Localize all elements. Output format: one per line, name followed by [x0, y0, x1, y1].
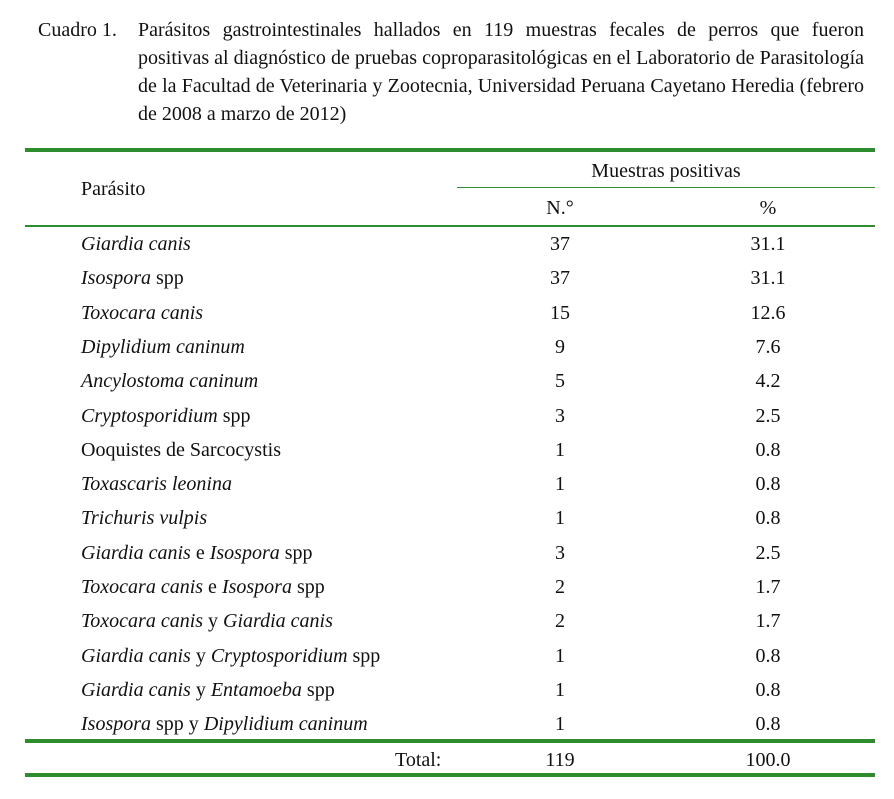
parasite-name-segment: Toxascaris leonina [81, 473, 232, 496]
positive-count: 1 [555, 644, 565, 667]
positive-percent: 0.8 [755, 473, 781, 496]
header-group-rule [457, 187, 875, 188]
parasite-name-segment: Ancylostoma caninum [81, 370, 259, 393]
table-row [0, 467, 894, 501]
table-row [0, 501, 894, 535]
table-caption [38, 16, 864, 128]
parasite-name-segment: Giardia canis [81, 678, 191, 701]
parasite-name-segment: y [203, 610, 224, 633]
parasite-name-segment: Trichuris vulpis [81, 507, 208, 530]
positive-percent: 4.2 [755, 370, 781, 393]
parasite-name-segment: Ooquistes de Sarcocystis [81, 438, 281, 461]
table-row [0, 673, 894, 707]
table-row [0, 261, 894, 295]
parasite-name-segment: Giardia canis [81, 644, 191, 667]
parasite-name [81, 608, 333, 634]
positive-percent: 1.7 [755, 576, 781, 598]
parasite-name-segment: spp [279, 541, 313, 564]
parasite-name-segment: y [190, 644, 211, 667]
positive-count: 5 [555, 370, 565, 393]
positive-count: 3 [555, 404, 565, 427]
table-row [0, 364, 894, 398]
header-count: N.° [546, 197, 574, 219]
parasite-name-segment: Toxocara canis [81, 301, 204, 324]
parasite-name-segment: Dipylidium caninum [81, 335, 245, 358]
positive-percent: 0.8 [755, 507, 781, 530]
table-row [0, 399, 894, 433]
parasite-name-segment: y [190, 678, 211, 701]
parasite-name [81, 368, 258, 394]
positive-count: 1 [555, 713, 565, 736]
positive-percent: 2.5 [755, 541, 781, 564]
positive-percent: 0.8 [755, 713, 781, 736]
positive-count: 1 [555, 678, 565, 701]
parasite-name-segment: Entamoeba [210, 678, 302, 701]
positive-count: 37 [550, 267, 570, 290]
table-top-rule [25, 148, 875, 152]
parasite-name-segment: Cryptosporidium [210, 644, 348, 667]
parasite-name-segment: Isospora [221, 576, 292, 598]
positive-count: 1 [555, 507, 565, 530]
table-row [0, 536, 894, 570]
caption-text: Parásitos gastrointestinales hallados en 119 muestras fecales de perros que fueron positivas al diagnóstico de pruebas coproparasitológicas en el Laboratorio de Parasitología de la Facultad de Veterinaria y Zootecnia, Universidad Peruana Cayetano Heredia (febrero de 2008 a marzo de 2012) [138, 19, 864, 125]
parasite-name-segment: Cryptosporidium [81, 404, 218, 427]
parasite-name-segment: e [203, 576, 222, 598]
table-bottom-rule [25, 773, 875, 777]
parasite-name-segment: Isospora [209, 541, 280, 564]
positive-percent: 12.6 [750, 301, 786, 324]
positive-count: 9 [555, 335, 565, 358]
total-percent: 100.0 [745, 749, 791, 771]
positive-count: 15 [550, 301, 570, 324]
total-label: Total: [395, 749, 442, 771]
parasite-name [81, 300, 203, 326]
parasite-name-segment: Giardia canis [81, 541, 191, 564]
parasite-name [81, 505, 207, 531]
parasite-name-segment: Toxocara canis [81, 576, 204, 598]
positive-count: 1 [555, 473, 565, 496]
parasite-name-segment: spp [151, 267, 184, 290]
parasite-name [81, 574, 325, 600]
positive-percent: 31.1 [750, 233, 786, 255]
parasite-name-segment: Toxocara canis [81, 610, 204, 633]
header-percent: % [759, 197, 777, 219]
parasite-name-segment: Isospora [81, 267, 152, 290]
header-group: Muestras positivas [591, 160, 741, 182]
positive-percent: 2.5 [755, 404, 781, 427]
parasite-name [81, 711, 368, 737]
table-row [0, 707, 894, 741]
parasite-name [81, 643, 380, 669]
parasite-name [81, 437, 281, 463]
table-row [0, 604, 894, 638]
parasite-name-segment: Giardia canis [81, 233, 191, 255]
positive-percent: 0.8 [755, 438, 781, 461]
table-row [0, 227, 894, 261]
parasite-name [81, 231, 191, 257]
positive-count: 2 [555, 610, 565, 633]
table-row [0, 296, 894, 330]
parasite-name-segment: Isospora [81, 713, 152, 736]
header-parasite: Parásito [81, 178, 146, 200]
total-row [0, 743, 894, 777]
parasite-name-segment: Dipylidium caninum [203, 713, 368, 736]
parasite-name [81, 265, 184, 291]
positive-percent: 0.8 [755, 644, 781, 667]
positive-count: 2 [555, 576, 565, 598]
parasite-name [81, 334, 245, 360]
parasite-name-segment: spp [291, 576, 325, 598]
positive-count: 37 [550, 233, 570, 255]
parasite-name-segment: e [190, 541, 210, 564]
caption-label: Cuadro 1. [38, 19, 117, 41]
parasite-name [81, 677, 335, 703]
positive-count: 1 [555, 438, 565, 461]
parasite-name-segment: spp [217, 404, 251, 427]
parasite-name [81, 403, 250, 429]
parasite-name [81, 540, 313, 566]
positive-percent: 0.8 [755, 678, 781, 701]
parasite-name-segment: Giardia canis [223, 610, 333, 633]
positive-count: 3 [555, 541, 565, 564]
total-count: 119 [545, 749, 575, 771]
parasite-name-segment: spp [301, 678, 335, 701]
parasite-name [81, 471, 232, 497]
parasite-name-segment: spp y [151, 713, 204, 736]
table-row [0, 639, 894, 673]
positive-percent: 1.7 [755, 610, 781, 633]
table-row [0, 433, 894, 467]
table-row [0, 330, 894, 364]
table-row [0, 570, 894, 604]
positive-percent: 31.1 [750, 267, 786, 290]
parasite-name-segment: spp [347, 644, 381, 667]
positive-percent: 7.6 [755, 335, 781, 358]
